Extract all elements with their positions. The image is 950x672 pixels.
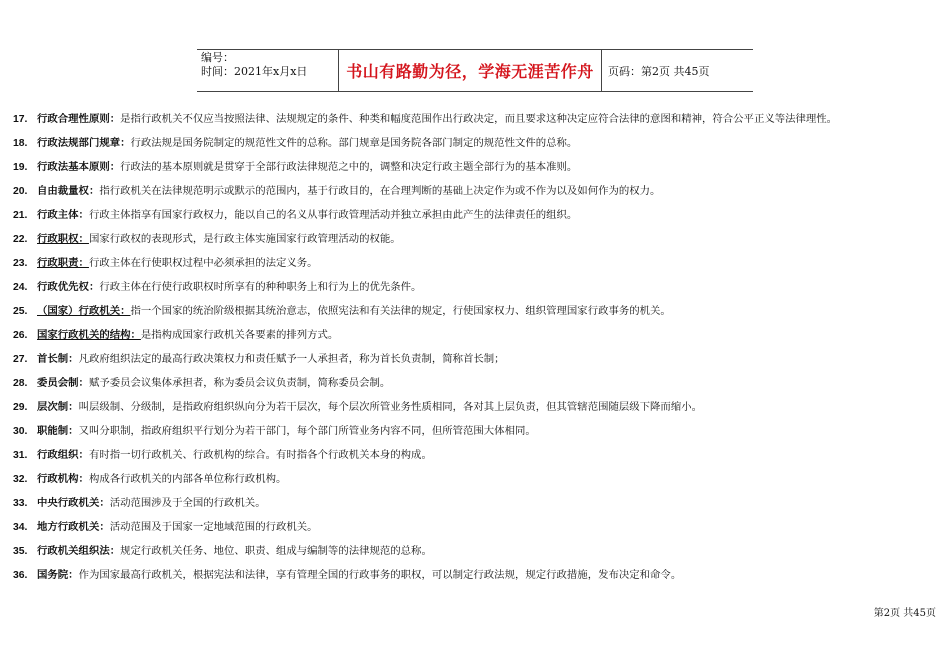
item-number: 31.	[13, 450, 28, 461]
header-meta	[197, 50, 339, 91]
list-item	[13, 275, 938, 299]
list-item	[13, 563, 938, 587]
item-term: 首长制：	[37, 353, 79, 365]
page-header	[197, 49, 753, 92]
item-number: 36.	[13, 570, 28, 581]
list-item	[13, 443, 938, 467]
item-term: 行政优先权：	[37, 281, 100, 293]
list-item	[13, 155, 938, 179]
item-text: 活动范围及于国家一定地域范围的行政机关。	[109, 521, 318, 533]
list-item	[13, 227, 938, 251]
item-term: 行政法基本原则：	[37, 161, 121, 173]
list-item	[13, 179, 938, 203]
item-text: 国家行政权的表现形式，是行政主体实施国家行政管理活动的权能。	[88, 233, 401, 245]
page-code: 页码：第2页 共45页	[608, 64, 710, 78]
item-number: 28.	[13, 378, 28, 389]
list-item	[13, 203, 938, 227]
item-text: 是指行政机关不仅应当按照法律、法规规定的条件、种类和幅度范围作出行政决定，而且要求这种决定应符合法律的意图和精神，符合公平正义等法律理性。	[120, 113, 838, 125]
item-term: （国家）行政机关：	[37, 305, 131, 317]
list-item	[13, 419, 938, 443]
item-term: 行政职责：	[37, 257, 89, 269]
list-item	[13, 131, 938, 155]
list-item	[13, 395, 938, 419]
time-label: 时间：2021年x月x日	[201, 65, 308, 78]
motto: 书山有路勤为径，学海无涯苦作舟	[339, 50, 602, 91]
item-number: 30.	[13, 426, 28, 437]
list-item	[13, 491, 938, 515]
list-item	[13, 251, 938, 275]
item-term: 职能制：	[37, 425, 79, 437]
item-number: 21.	[13, 210, 28, 221]
list-item	[13, 539, 938, 563]
item-term: 地方行政机关：	[37, 521, 110, 533]
item-number: 18.	[13, 138, 28, 149]
item-term: 层次制：	[37, 401, 79, 413]
list-item	[13, 323, 938, 347]
item-term: 中央行政机关：	[37, 497, 110, 509]
item-number: 25.	[13, 306, 28, 317]
item-term: 行政合理性原则：	[37, 113, 121, 125]
item-text: 行政主体在行使行政职权时所享有的种种职务上和行为上的优先条件。	[99, 281, 422, 293]
item-term: 委员会制：	[37, 377, 89, 389]
item-number: 26.	[13, 330, 28, 341]
item-text: 叫层级制、分级制，是指政府组织纵向分为若干层次，每个层次所管业务性质相同，各对其上层负责，但其管辖范围随层级下降而缩小。	[78, 401, 702, 413]
page-footer: 第2页 共45页	[873, 608, 936, 619]
item-term: 行政主体：	[37, 209, 89, 221]
item-text: 赋予委员会议集体承担者，称为委员会议负责制，简称委员会制。	[88, 377, 391, 389]
item-text: 行政主体指享有国家行政权力，能以自己的名义从事行政管理活动并独立承担由此产生的法律责任的组织。	[88, 209, 578, 221]
item-number: 33.	[13, 498, 28, 509]
list-item	[13, 299, 938, 323]
item-number: 17.	[13, 114, 28, 125]
list-item	[13, 515, 938, 539]
item-text: 构成各行政机关的内部各单位称行政机构。	[88, 473, 287, 485]
item-text: 指行政机关在法律规范明示或默示的范围内，基于行政目的，在合理判断的基础上决定作为或不作为以及如何作为的权力。	[99, 185, 661, 197]
item-text: 又叫分职制，指政府组织平行划分为若干部门，每个部门所管业务内容不同，但所管范围大体相同。	[78, 425, 536, 437]
list-item	[13, 467, 938, 491]
list-item	[13, 107, 938, 131]
item-term: 行政组织：	[37, 449, 89, 461]
item-text: 是指构成国家行政机关各要素的排列方式。	[140, 329, 339, 341]
item-text: 行政主体在行使职权过程中必须承担的法定义务。	[88, 257, 318, 269]
item-number: 35.	[13, 546, 28, 557]
item-term: 自由裁量权：	[37, 185, 100, 197]
item-number: 19.	[13, 162, 28, 173]
item-number: 29.	[13, 402, 28, 413]
item-text: 凡政府组织法定的最高行政决策权力和责任赋予一人承担者，称为首长负责制，简称首长制；	[78, 353, 505, 365]
serial-label: 编号：	[201, 51, 234, 64]
item-number: 23.	[13, 258, 28, 269]
item-number: 24.	[13, 282, 28, 293]
item-number: 32.	[13, 474, 28, 485]
item-number: 22.	[13, 234, 28, 245]
item-text: 指一个国家的统治阶级根据其统治意志，依照宪法和有关法律的规定，行使国家权力、组织管理国家行政事务的机关。	[130, 305, 671, 317]
list-item	[13, 371, 938, 395]
item-number: 27.	[13, 354, 28, 365]
definition-list	[13, 107, 938, 587]
item-text: 行政法的基本原则就是贯穿于全部行政法律规范之中的，调整和决定行政主题全部行为的基本准则。	[120, 161, 578, 173]
item-term: 行政机关组织法：	[37, 545, 121, 557]
item-text: 有时指一切行政机关、行政机构的综合。有时指各个行政机关本身的构成。	[88, 449, 432, 461]
item-text: 作为国家最高行政机关，根据宪法和法律，享有管理全国的行政事务的职权，可以制定行政法规，规定行政措施，发布决定和命令。	[78, 569, 682, 581]
item-number: 20.	[13, 186, 28, 197]
item-text: 行政法规是国务院制定的规范性文件的总称。部门规章是国务院各部门制定的规范性文件的总称。	[130, 137, 578, 149]
item-term: 国家行政机关的结构：	[37, 329, 141, 341]
item-term: 行政法规部门规章：	[37, 137, 131, 149]
list-item	[13, 347, 938, 371]
item-term: 国务院：	[37, 569, 79, 581]
item-text: 规定行政机关任务、地位、职责、组成与编制等的法律规范的总称。	[120, 545, 432, 557]
item-term: 行政机构：	[37, 473, 89, 485]
item-text: 活动范围涉及于全国的行政机关。	[109, 497, 266, 509]
item-number: 34.	[13, 522, 28, 533]
item-term: 行政职权：	[37, 233, 89, 245]
